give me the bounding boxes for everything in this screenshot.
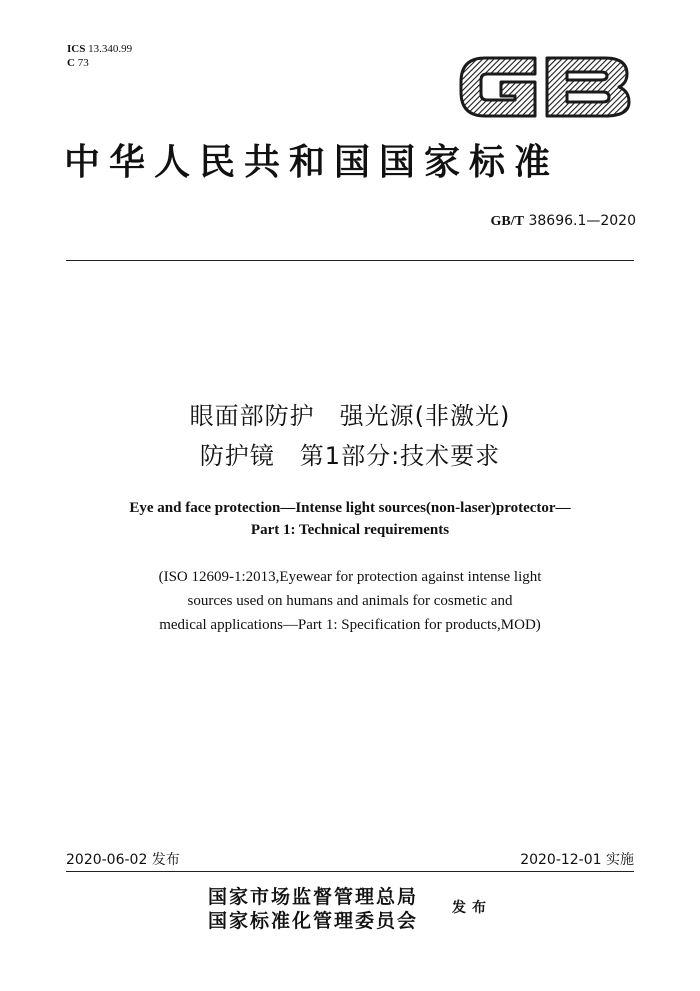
chinese-title-line1: 眼面部防护 强光源(非激光) xyxy=(189,402,511,430)
header-divider xyxy=(66,260,634,261)
gb-logo-icon xyxy=(455,52,633,122)
ics-line xyxy=(67,42,132,56)
publisher-line1: 国家市场监督管理总局 xyxy=(208,886,419,908)
publish-label: 发布 xyxy=(452,900,492,916)
english-title-line1: Eye and face protection—Intense light sources(non-laser)protector— xyxy=(129,500,571,516)
chinese-title-line2: 防护镜 第1部分:技术要求 xyxy=(199,442,501,470)
implementation-date: 2020-12-01 实施 xyxy=(520,852,634,868)
national-standard-title: 中华人民共和国国家标准 xyxy=(64,141,560,183)
ccs-line xyxy=(67,56,132,70)
ics-label: ICS xyxy=(67,43,86,55)
iso-reference-line1: (ISO 12609-1:2013,Eyewear for protection against intense light xyxy=(158,569,542,585)
ics-code: 13.340.99 xyxy=(88,43,133,55)
classification-codes xyxy=(67,42,132,70)
publisher-block xyxy=(208,885,418,933)
publisher-line2: 国家标准化管理委员会 xyxy=(208,910,419,932)
ccs-code: 73 xyxy=(77,57,89,69)
standard-number xyxy=(491,213,636,230)
footer-divider xyxy=(66,871,634,872)
english-title-line2: Part 1: Technical requirements xyxy=(250,522,450,538)
ccs-label: C xyxy=(67,57,75,69)
iso-reference-line2: sources used on humans and animals for cosmetic and xyxy=(187,593,513,609)
iso-reference-line3: medical applications—Part 1: Specification for products,MOD) xyxy=(159,617,541,633)
standard-number-value: 38696.1—2020 xyxy=(528,213,636,229)
issue-date: 2020-06-02 发布 xyxy=(66,852,180,868)
standard-number-prefix: GB/T xyxy=(490,214,525,229)
